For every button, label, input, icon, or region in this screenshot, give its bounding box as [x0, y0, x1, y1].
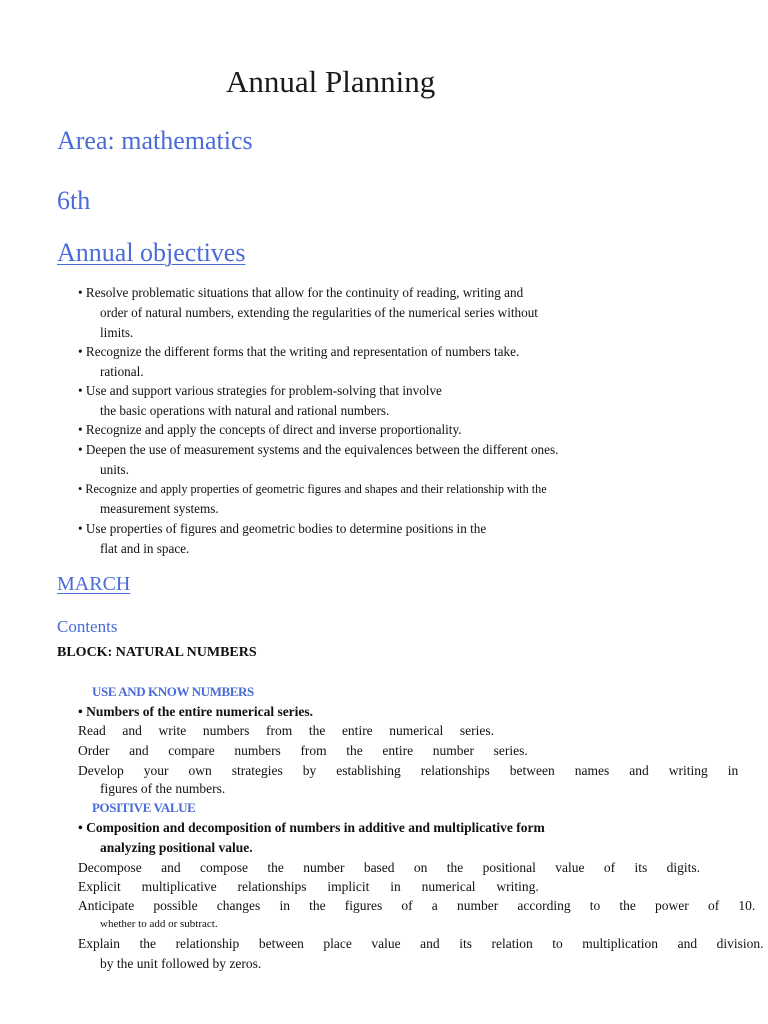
section2-bullet-continuation: analyzing positional value. [100, 840, 253, 855]
objective-6-line1: • Recognize and apply properties of geometric figures and shapes and their relationship with the [78, 482, 547, 496]
area-heading: Area: mathematics [57, 126, 253, 155]
objective-2-line2: rational. [100, 364, 144, 379]
objective-6-line2: measurement systems. [100, 501, 219, 516]
objective-3-line1: • Use and support various strategies for problem-solving that involve [78, 383, 442, 398]
block-heading: BLOCK: NATURAL NUMBERS [57, 645, 257, 660]
objective-7-line2: flat and in space. [100, 541, 190, 556]
grade-heading: 6th [57, 186, 91, 215]
objective-4-line1: • Recognize and apply the concepts of direct and inverse proportionality. [78, 422, 462, 437]
section2-last-line: Explain the relationship between place value and its relation to multiplication and division. [78, 936, 764, 951]
section2-last-continuation: by the unit followed by zeros. [100, 956, 262, 971]
objectives-heading: Annual objectives [57, 238, 246, 267]
section2-bullet: • Composition and decomposition of numbers in additive and multiplicative form [78, 820, 545, 835]
objective-7-line1: • Use properties of figures and geometric bodies to determine positions in the [78, 521, 487, 536]
section1-bullet: • Numbers of the entire numerical series. [78, 704, 314, 719]
objective-5-line1: • Deepen the use of measurement systems and the equivalences between the different ones. [78, 442, 559, 457]
contents-heading: Contents [57, 617, 118, 636]
section1-line1: Read and write numbers from the entire numerical series. [78, 723, 495, 738]
month-heading: MARCH [57, 573, 131, 595]
objective-3-line2: the basic operations with natural and rational numbers. [100, 403, 390, 418]
section2-line1: Decompose and compose the number based on the positional value of its digits. [78, 860, 701, 875]
section-heading-use-and-know: USE AND KNOW NUMBERS [92, 684, 254, 699]
objective-1-line1: • Resolve problematic situations that allow for the continuity of reading, writing and [78, 285, 524, 300]
section2-line2: Explicit multiplicative relationships implicit in numerical writing. [78, 879, 539, 894]
objective-2-line1: • Recognize the different forms that the writing and representation of numbers take. [78, 344, 520, 359]
section1-line3: Develop your own strategies by establishing relationships between names and writing in [78, 763, 739, 778]
section1-continuation: figures of the numbers. [100, 781, 226, 796]
section1-line2: Order and compare numbers from the entire number series. [78, 743, 528, 758]
section2-small-note: whether to add or subtract. [100, 918, 218, 930]
page-title: Annual Planning [226, 64, 436, 99]
section2-line3: Anticipate possible changes in the figures of a number according to the power of 10. [78, 898, 756, 913]
objective-5-line2: units. [100, 462, 129, 477]
section-heading-positive-value: POSITIVE VALUE [92, 800, 196, 815]
objective-1-line3: limits. [100, 325, 134, 340]
objective-1-line2: order of natural numbers, extending the regularities of the numerical series without [100, 305, 538, 320]
